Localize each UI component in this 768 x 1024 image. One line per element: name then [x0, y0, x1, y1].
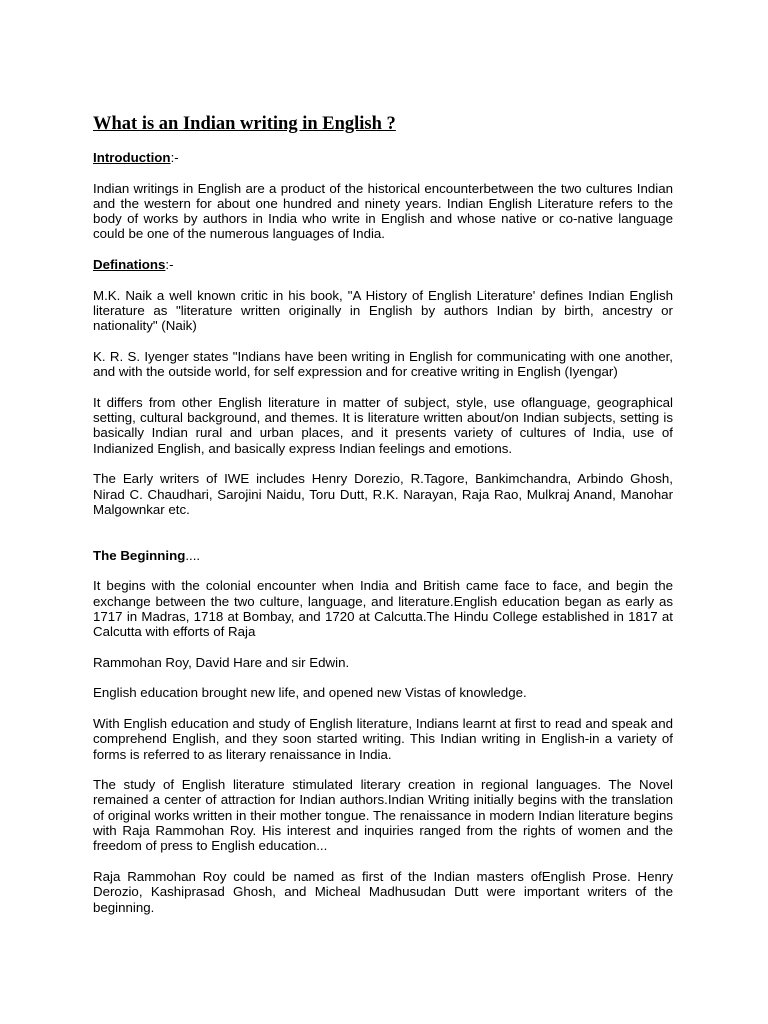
definations-paragraph-4: The Early writers of IWE includes Henry Dorezio, R.Tagore, Bankimchandra, Arbindo Ghosh, Nirad C. Chaudhari, Sarojini Naidu, Toru Dutt, R.K. Narayan, Raja Rao, Mulkraj Anand, Manohar Malgownkar etc.: [93, 471, 673, 517]
beginning-heading-suffix: ....: [185, 547, 201, 563]
beginning-paragraph-5: The study of English literature stimulated literary creation in regional languages. The Novel remained a center of attraction for Indian authors.Indian Writing initially begins with the translation of original works written in their mother tongue. The renaissance in modern Indian literature begins with Raja Rammohan Roy. His interest and inquiries ranged from the rights of women and the freedom of press to English education...: [93, 777, 673, 854]
beginning-paragraph-1: It begins with the colonial encounter when India and British came face to face, and begin the exchange between the two culture, language, and literature.English education began as early as 1717 in Madras, 1718 at Bombay, and 1720 at Calcutta.The Hindu College established in 1817 at Calcutta with efforts of Raja: [93, 578, 673, 640]
beginning-paragraph-2: Rammohan Roy, David Hare and sir Edwin.: [93, 654, 350, 670]
definations-paragraph-3: It differs from other English literature in matter of subject, style, use oflanguage, geographical setting, cultural background, and themes. It is literature written about/on Indian subjects, setting is basically Indian rural and urban places, and it presents variety of cultures of India, use of Indianized English, and basically express Indian feelings and emotions.: [93, 394, 673, 456]
definations-heading-suffix: :-: [165, 257, 174, 273]
introduction-heading-suffix: :-: [170, 150, 179, 165]
document-body: [93, 150, 673, 930]
introduction-heading-label: Introduction: [93, 150, 171, 165]
section-spacer: [93, 532, 673, 547]
definations-paragraph-1: M.K. Naik a well known critic in his book, "A History of English Literature' defines Indian English literature as "literature written originally in English by authors Indian by birth, ancestry or nationality" (Naik): [93, 287, 673, 334]
intro-paragraph-1: Indian writings in English are a product of the historical encounterbetween the two cultures Indian and the western for about one hundred and ninety years. Indian English Literature refers to the body of works by authors in India who write in English and whose native or co-native language could be one of the numerous languages of India.: [93, 180, 673, 242]
definations-heading-label: Definations: [93, 257, 166, 273]
introduction-heading: [93, 150, 673, 165]
beginning-paragraph-4: With English education and study of English literature, Indians learnt at first to read and speak and comprehend English, and they soon started writing. This Indian writing in English-in a variety of forms is referred to as literary renaissance in India.: [93, 715, 673, 762]
beginning-heading-label: The Beginning: [93, 547, 186, 563]
page-title: What is an Indian writing in English ?: [93, 114, 396, 134]
definations-paragraph-2: K. R. S. Iyenger states "Indians have been writing in English for communicating with one another, and with the outside world, for self expression and for creative writing in English (Iyengar): [93, 348, 673, 380]
definations-heading: [93, 257, 673, 272]
beginning-heading: [93, 548, 673, 563]
beginning-paragraph-6: Raja Rammohan Roy could be named as first of the Indian masters ofEnglish Prose. Henry Derozio, Kashiprasad Ghosh, and Micheal Madhusudan Dutt were important writers of the beginning.: [93, 868, 673, 915]
beginning-paragraph-3: English education brought new life, and opened new Vistas of knowledge.: [93, 685, 527, 701]
